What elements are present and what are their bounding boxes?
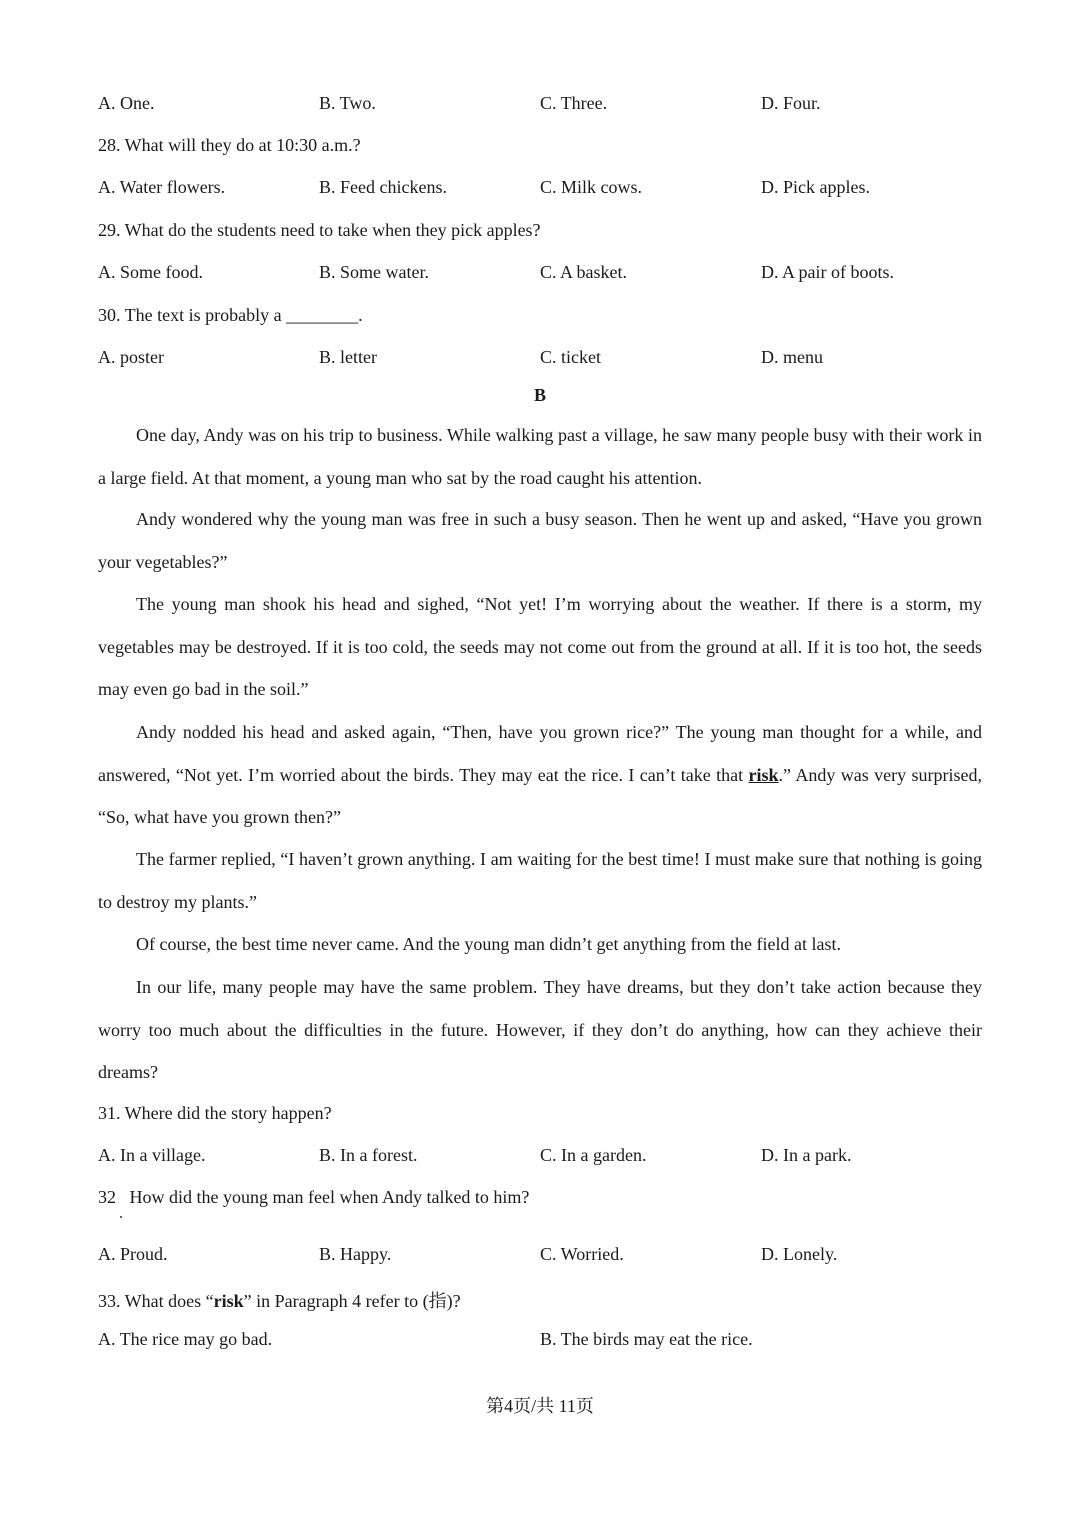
- q30-option-a: A. poster: [98, 347, 164, 367]
- passage-p4-text-after: .” Andy was very surprised, “So, what have you grown then?”: [98, 764, 982, 827]
- q33-stem-after: ” in Paragraph 4 refer to (指)?: [243, 1291, 461, 1311]
- q31-options: [98, 1145, 982, 1171]
- section-heading-b: B: [533, 385, 546, 405]
- q30-option-d: D. menu: [761, 347, 823, 367]
- q33-risk-keyword: risk: [213, 1291, 244, 1311]
- q32-option-b: B. Happy.: [319, 1244, 392, 1264]
- q30-options: [98, 347, 982, 373]
- q27-option-d: D. Four.: [761, 93, 821, 113]
- passage-paragraph-4: [98, 711, 982, 839]
- q31-option-d: D. In a park.: [761, 1145, 852, 1165]
- q27-option-a: A. One.: [98, 93, 155, 113]
- passage-paragraph-2: Andy wondered why the young man was free in such a busy season. Then he went up and asked, “Have you grown your vegetables?”: [98, 509, 982, 572]
- q30-stem: 30. The text is probably a ________.: [98, 305, 363, 325]
- q28-stem: 28. What will they do at 10:30 a.m.?: [98, 135, 361, 155]
- q31-option-a: A. In a village.: [98, 1145, 206, 1165]
- q32-option-a: A. Proud.: [98, 1244, 168, 1264]
- q28-option-b: B. Feed chickens.: [319, 177, 447, 197]
- q31-option-b: B. In a forest.: [319, 1145, 418, 1165]
- q28-option-c: C. Milk cows.: [540, 177, 643, 197]
- page-footer: 第4页/共 11页: [486, 1396, 594, 1416]
- q32-option-c: C. Worried.: [540, 1244, 624, 1264]
- stray-dot: [120, 1216, 122, 1218]
- q29-option-a: A. Some food.: [98, 262, 203, 282]
- q33-option-a: A. The rice may go bad.: [98, 1329, 273, 1349]
- q32-option-d: D. Lonely.: [761, 1244, 838, 1264]
- q31-option-c: C. In a garden.: [540, 1145, 647, 1165]
- q30-option-b: B. letter: [319, 347, 377, 367]
- q33-options: [98, 1329, 982, 1355]
- passage-paragraph-3: The young man shook his head and sighed, “Not yet! I’m worrying about the weather. If there is a storm, my vegetables may be destroyed. If it is too cold, the seeds may not come out from the ground at all. If it is too hot, the seeds may even go bad in the soil.”: [98, 594, 982, 699]
- q31-stem: 31. Where did the story happen?: [98, 1103, 332, 1123]
- q27-options: [98, 93, 982, 119]
- q32-options: [98, 1244, 982, 1270]
- q33-stem-before: 33. What does “: [98, 1291, 214, 1311]
- q27-option-b: B. Two.: [319, 93, 376, 113]
- q33-stem: [98, 1287, 461, 1313]
- passage-paragraph-1: One day, Andy was on his trip to business. While walking past a village, he saw many people busy with their work in a large field. At that moment, a young man who sat by the road caught his attention.: [98, 425, 982, 488]
- q28-options: [98, 177, 982, 203]
- risk-keyword: risk: [748, 764, 779, 785]
- q29-options: [98, 262, 982, 288]
- passage-p4-text-before: Andy nodded his head and asked again, “Then, have you grown rice?” The young man thought for a while, and answered, “Not yet. I’m worried about the birds. They may eat the rice. I can’t take that: [98, 722, 982, 785]
- q28-option-a: A. Water flowers.: [98, 177, 226, 197]
- passage-paragraph-7: In our life, many people may have the same problem. They have dreams, but they don’t take action because they worry too much about the difficulties in the future. However, if they don’t do anything, how can they achieve their dreams?: [98, 977, 982, 1082]
- q27-option-c: C. Three.: [540, 93, 608, 113]
- q29-option-d: D. A pair of boots.: [761, 262, 894, 282]
- q30-option-c: C. ticket: [540, 347, 601, 367]
- q29-option-c: C. A basket.: [540, 262, 628, 282]
- q28-option-d: D. Pick apples.: [761, 177, 870, 197]
- q29-option-b: B. Some water.: [319, 262, 429, 282]
- passage-paragraph-6: Of course, the best time never came. And the young man didn’t get anything from the field at last.: [136, 934, 841, 954]
- passage-paragraph-5: The farmer replied, “I haven’t grown anything. I am waiting for the best time! I must make sure that nothing is going to destroy my plants.”: [98, 849, 982, 912]
- q29-stem: 29. What do the students need to take when they pick apples?: [98, 220, 541, 240]
- q33-option-b: B. The birds may eat the rice.: [540, 1329, 753, 1349]
- q32-stem: 32 How did the young man feel when Andy talked to him?: [98, 1187, 530, 1207]
